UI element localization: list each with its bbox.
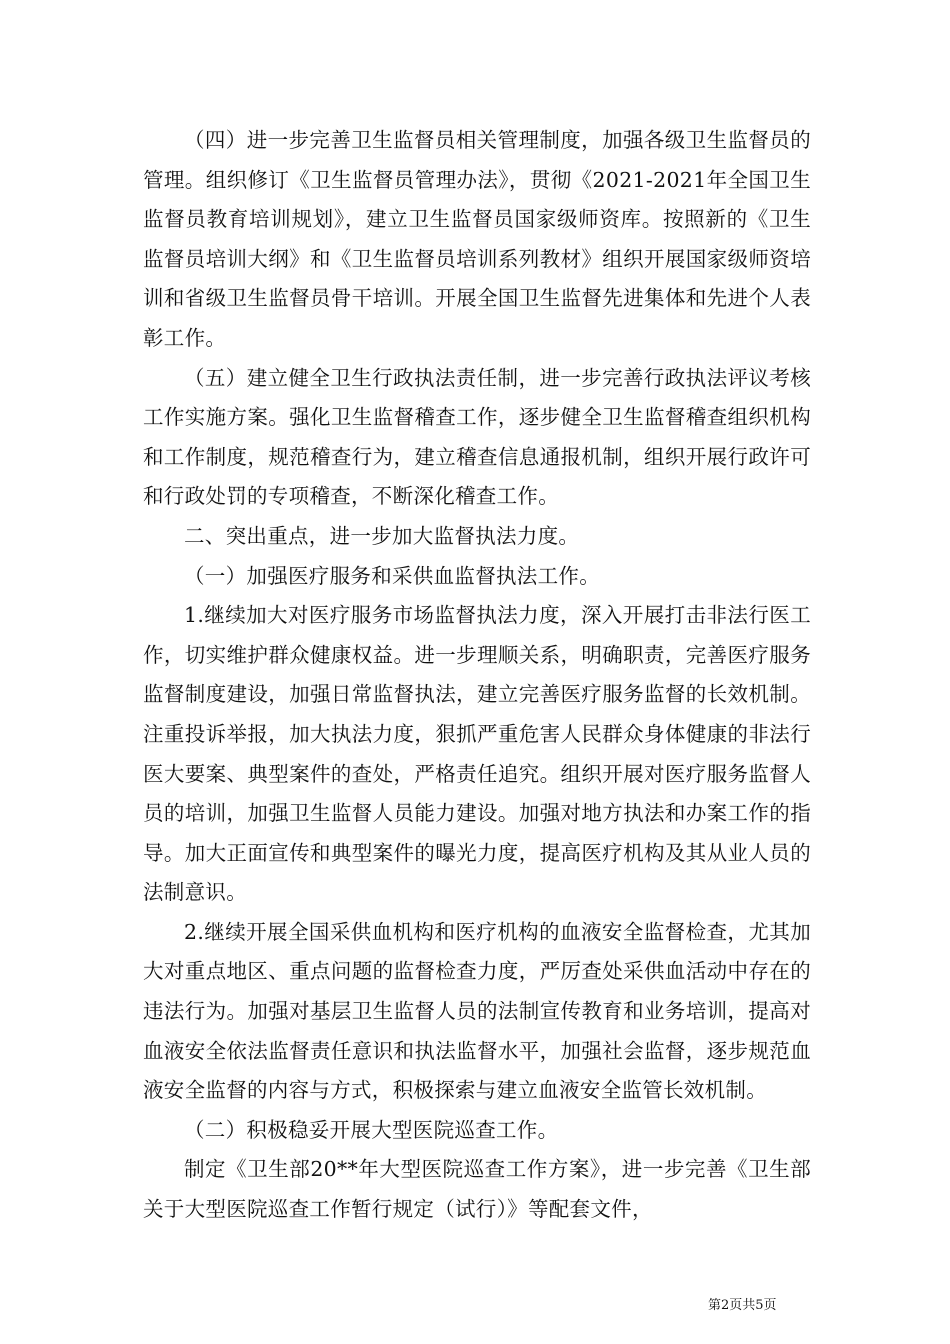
paragraph-hospital-inspection: 制定《卫生部20**年大型医院巡查工作方案》，进一步完善《卫生部关于大型医院巡查工作暂行规定（试行）》等配套文件，: [143, 1157, 811, 1222]
subsection-heading-1: （一）加强医疗服务和采供血监督执法工作。: [184, 563, 600, 588]
paragraph-section-5: （五）建立健全卫生行政执法责任制，进一步完善行政执法评议考核工作实施方案。强化卫生监督稽查工作，逐步健全卫生监督稽查组织机构和工作制度，规范稽查行为，建立稽查信息通报机制，组织开展行政许可和行政处罚的专项稽查，不断深化稽查工作。: [143, 365, 811, 509]
subsection-heading-2: （二）积极稳妥开展大型医院巡查工作。: [184, 1117, 559, 1142]
paragraph-section-4: （四）进一步完善卫生监督员相关管理制度，加强各级卫生监督员的管理。组织修订《卫生监督员管理办法》，贯彻《2021-2021年全国卫生监督员教育培训规划》，建立卫生监督员国家级师资库。按照新的《卫生监督员培训大纲》和《卫生监督员培训系列教材》组织开展国家级师资培训和省级卫生监督员骨干培训。开展全国卫生监督先进集体和先进个人表彰工作。: [143, 128, 811, 350]
document-body: [143, 121, 811, 1230]
paragraph-item-2: 2.继续开展全国采供血机构和医疗机构的血液安全监督检查，尤其加大对重点地区、重点问题的监督检查力度，严厉查处采供血活动中存在的违法行为。加强对基层卫生监督人员的法制宣传教育和业务培训，提高对血液安全依法监督责任意识和执法监督水平，加强社会监督，逐步规范血液安全监督的内容与方式，积极探索与建立血液安全监管长效机制。: [143, 919, 811, 1103]
section-heading-2: 二、突出重点，进一步加大监督执法力度。: [184, 523, 580, 548]
paragraph-item-1: 1.继续加大对医疗服务市场监督执法力度，深入开展打击非法行医工作，切实维护群众健康权益。进一步理顺关系，明确职责，完善医疗服务监督制度建设，加强日常监督执法，建立完善医疗服务监督的长效机制。注重投诉举报，加大执法力度，狠抓严重危害人民群众身体健康的非法行医大要案、典型案件的查处，严格责任追究。组织开展对医疗服务监督人员的培训，加强卫生监督人员能力建设。加强对地方执法和办案工作的指导。加大正面宣传和典型案件的曝光力度，提高医疗机构及其从业人员的法制意识。: [143, 603, 811, 905]
page-number: 第2页共5页: [708, 1298, 777, 1313]
